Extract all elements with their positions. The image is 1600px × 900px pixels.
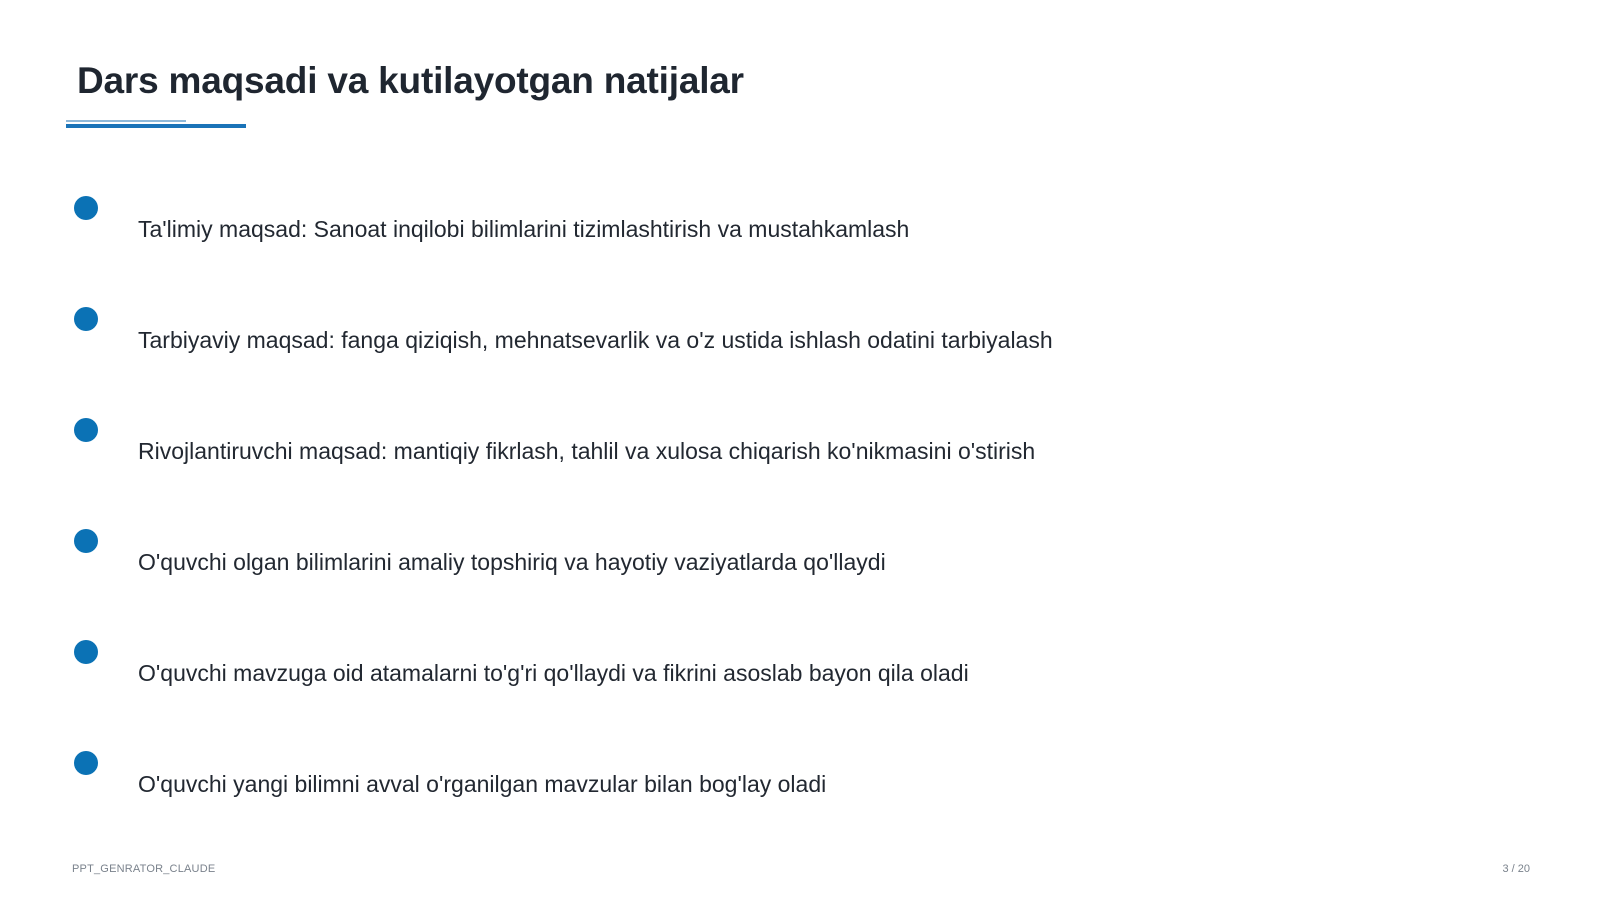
bullet-text: O'quvchi olgan bilimlarini amaliy topshiriq va hayotiy vaziyatlarda qo'llaydi xyxy=(138,549,886,575)
bullet-dot-icon xyxy=(74,418,98,442)
title-underline xyxy=(66,124,246,128)
bullet-dot-icon xyxy=(74,640,98,664)
bullet-text: Tarbiyaviy maqsad: fanga qiziqish, mehnatsevarlik va o'z ustida ishlash odatini tarbiyalash xyxy=(138,327,1053,353)
slide-title: Dars maqsadi va kutilayotgan natijalar xyxy=(77,60,744,101)
title-underline-light xyxy=(66,120,186,122)
page-indicator: 3 / 20 xyxy=(1502,863,1530,875)
bullet-dot-icon xyxy=(74,751,98,775)
bullet-item xyxy=(0,307,1500,367)
bullet-text: O'quvchi yangi bilimni avval o'rganilgan mavzular bilan bog'lay oladi xyxy=(138,771,827,797)
bullet-item xyxy=(0,418,1500,478)
bullet-item xyxy=(0,529,1500,589)
bullet-dot-icon xyxy=(74,307,98,331)
bullet-text: O'quvchi mavzuga oid atamalarni to'g'ri qo'llaydi va fikrini asoslab bayon qila oladi xyxy=(138,660,969,686)
bullet-dot-icon xyxy=(74,196,98,220)
bullet-dot-icon xyxy=(74,529,98,553)
footer-source-label: PPT_GENRATOR_CLAUDE xyxy=(72,863,216,875)
bullet-item xyxy=(0,196,1500,256)
bullet-item xyxy=(0,640,1500,700)
bullet-item xyxy=(0,751,1500,811)
bullet-text: Ta'limiy maqsad: Sanoat inqilobi bilimlarini tizimlashtirish va mustahkamlash xyxy=(138,216,910,242)
bullet-text: Rivojlantiruvchi maqsad: mantiqiy fikrlash, tahlil va xulosa chiqarish ko'nikmasini o'stirish xyxy=(138,438,1036,464)
